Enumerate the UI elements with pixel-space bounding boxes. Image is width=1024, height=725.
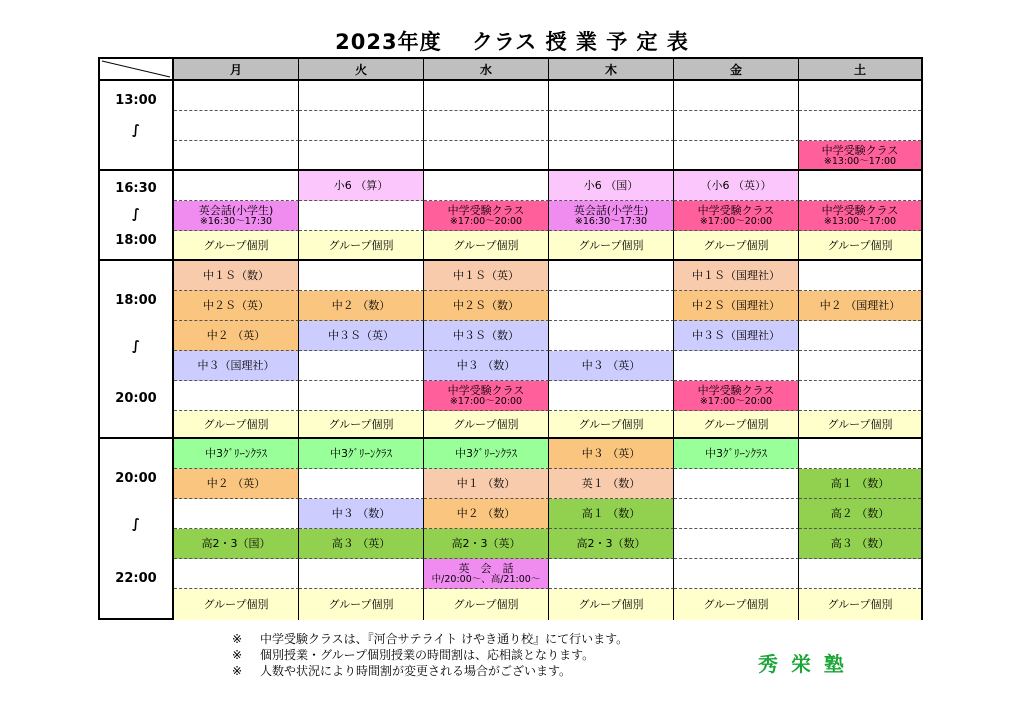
- footnote: [232, 663, 628, 679]
- class-cell: 小6 （国）: [549, 171, 674, 201]
- tilde-icon: ∫: [132, 339, 140, 354]
- class-cell: （小6 （英））: [674, 171, 799, 201]
- class-cell: グループ個別: [299, 411, 424, 439]
- class-cell: グループ個別: [549, 231, 674, 261]
- footnote-text: 人数や状況により時間割が変更される場合がございます。: [260, 664, 572, 678]
- day-header: 木: [549, 59, 674, 81]
- empty-cell: [299, 351, 424, 381]
- class-cell: 高２ （数）: [799, 499, 921, 529]
- class-cell: 中3ｸﾞﾘｰﾝｸﾗｽ: [424, 439, 549, 469]
- class-cell: [424, 201, 549, 231]
- page-title: 2023年度 クラス 授 業 予 定 表: [335, 30, 689, 54]
- time-label: 20:00: [115, 471, 157, 486]
- class-time-note: 中/20:00～、高/21:00～: [431, 574, 541, 585]
- footnote: [232, 631, 628, 647]
- day-header: 水: [424, 59, 549, 81]
- corner-diagonal: [100, 59, 172, 79]
- class-cell: 中３（国理社）: [174, 351, 299, 381]
- corner-cell: [100, 59, 174, 81]
- time-label: 20:00: [115, 391, 157, 406]
- class-cell: グループ個別: [674, 411, 799, 439]
- time-block-4: [100, 439, 174, 620]
- empty-cell: [549, 381, 674, 411]
- empty-cell: [799, 111, 921, 141]
- footnote: [232, 647, 628, 663]
- tilde-icon: ∫: [132, 123, 140, 138]
- empty-cell: [299, 469, 424, 499]
- class-name: 英会話(小学生): [198, 204, 274, 217]
- empty-cell: [799, 559, 921, 589]
- day-header: 金: [674, 59, 799, 81]
- time-label: 18:00: [115, 293, 157, 308]
- empty-cell: [799, 381, 921, 411]
- empty-cell: [174, 81, 299, 111]
- class-cell: グループ個別: [549, 411, 674, 439]
- class-cell: 中３ （英）: [549, 439, 674, 469]
- empty-cell: [674, 81, 799, 111]
- empty-cell: [299, 111, 424, 141]
- empty-cell: [799, 261, 921, 291]
- class-cell: 中３ （数）: [299, 499, 424, 529]
- day-header: 月: [174, 59, 299, 81]
- class-time-note: ※13:00～17:00: [823, 216, 897, 227]
- class-time-note: ※17:00～20:00: [699, 396, 773, 407]
- class-cell: [674, 201, 799, 231]
- class-cell: 中3ｸﾞﾘｰﾝｸﾗｽ: [174, 439, 299, 469]
- class-cell: 高2・3（英）: [424, 529, 549, 559]
- class-cell: 高2・3（国）: [174, 529, 299, 559]
- time-label: 22:00: [115, 571, 157, 586]
- class-cell: 中１Ｓ（数）: [174, 261, 299, 291]
- class-cell: グループ個別: [174, 589, 299, 620]
- class-cell: 中１Ｓ（国理社）: [674, 261, 799, 291]
- empty-cell: [549, 141, 674, 171]
- empty-cell: [424, 171, 549, 201]
- class-cell: [424, 381, 549, 411]
- class-cell: グループ個別: [174, 411, 299, 439]
- empty-cell: [674, 469, 799, 499]
- class-cell: 中２ （数）: [299, 291, 424, 321]
- class-name: 中学受験クラス: [697, 384, 775, 397]
- schedule-table: [98, 57, 923, 620]
- empty-cell: [424, 111, 549, 141]
- class-name: 中学受験クラス: [447, 204, 525, 217]
- empty-cell: [299, 201, 424, 231]
- class-cell: グループ個別: [424, 411, 549, 439]
- empty-cell: [424, 141, 549, 171]
- class-cell: 中３Ｓ（英）: [299, 321, 424, 351]
- class-cell: グループ個別: [424, 231, 549, 261]
- class-cell: 中２Ｓ（英）: [174, 291, 299, 321]
- empty-cell: [549, 321, 674, 351]
- footnote-mark: ※: [232, 632, 243, 646]
- class-time-note: ※17:00～20:00: [449, 216, 523, 227]
- time-block-3: [100, 261, 174, 439]
- class-time-note: ※13:00～17:00: [823, 155, 897, 167]
- class-cell: グループ個別: [799, 411, 921, 439]
- class-cell: グループ個別: [424, 589, 549, 620]
- class-cell: 高１ （数）: [799, 469, 921, 499]
- class-cell: グループ個別: [674, 231, 799, 261]
- school-brand: 秀 栄 塾: [758, 652, 847, 676]
- day-header: 土: [799, 59, 921, 81]
- tilde-icon: ∫: [132, 517, 140, 532]
- footnote-text: 中学受験クラスは、『河合サテライト けやき通り校』にて行います。: [260, 632, 629, 646]
- empty-cell: [299, 559, 424, 589]
- class-cell: 中３Ｓ（数）: [424, 321, 549, 351]
- empty-cell: [424, 81, 549, 111]
- class-cell: 高2・3（数）: [549, 529, 674, 559]
- empty-cell: [799, 81, 921, 111]
- class-cell: 中２ （国理社）: [799, 291, 921, 321]
- time-block-2: [100, 171, 174, 261]
- class-cell: グループ個別: [799, 589, 921, 620]
- class-name: 中学受験クラス: [821, 204, 899, 217]
- empty-cell: [674, 351, 799, 381]
- empty-cell: [174, 111, 299, 141]
- empty-cell: [174, 381, 299, 411]
- empty-cell: [299, 381, 424, 411]
- empty-cell: [674, 559, 799, 589]
- class-cell: [424, 559, 549, 589]
- class-cell: グループ個別: [674, 589, 799, 620]
- empty-cell: [549, 81, 674, 111]
- empty-cell: [174, 141, 299, 171]
- empty-cell: [799, 171, 921, 201]
- empty-cell: [299, 141, 424, 171]
- empty-cell: [799, 439, 921, 469]
- empty-cell: [549, 559, 674, 589]
- class-name: 中学受験クラス: [697, 204, 775, 217]
- class-time-note: ※17:00～20:00: [449, 396, 523, 407]
- class-time-note: ※16:30～17:30: [574, 216, 648, 227]
- class-cell: 中３Ｓ（国理社）: [674, 321, 799, 351]
- class-cell: 高３ （英）: [299, 529, 424, 559]
- time-label: 18:00: [115, 233, 157, 248]
- class-name: 中学受験クラス: [821, 143, 899, 157]
- class-cell: [674, 381, 799, 411]
- class-cell: 中２ （英）: [174, 321, 299, 351]
- class-name: 英 会 話: [458, 562, 514, 575]
- class-cell: 中２Ｓ（国理社）: [674, 291, 799, 321]
- class-cell: 中２ （英）: [174, 469, 299, 499]
- footnote-text: 個別授業・グループ個別授業の時間割は、応相談となります。: [260, 648, 595, 662]
- time-block-1: [100, 81, 174, 171]
- class-cell: グループ個別: [299, 231, 424, 261]
- empty-cell: [799, 351, 921, 381]
- empty-cell: [549, 111, 674, 141]
- class-cell: 中３ （英）: [549, 351, 674, 381]
- empty-cell: [799, 321, 921, 351]
- class-cell: 英１ （数）: [549, 469, 674, 499]
- empty-cell: [174, 559, 299, 589]
- empty-cell: [674, 529, 799, 559]
- day-header: 火: [299, 59, 424, 81]
- time-label: 13:00: [115, 93, 157, 108]
- footnotes: [232, 631, 628, 679]
- class-name: 中学受験クラス: [447, 384, 525, 397]
- class-cell: グループ個別: [799, 231, 921, 261]
- empty-cell: [674, 141, 799, 171]
- empty-cell: [549, 291, 674, 321]
- empty-cell: [174, 171, 299, 201]
- class-time-note: ※16:30～17:30: [199, 216, 273, 227]
- time-label: 16:30: [115, 181, 157, 196]
- class-cell: 高３ （数）: [799, 529, 921, 559]
- tilde-icon: ∫: [132, 207, 140, 222]
- empty-cell: [299, 81, 424, 111]
- class-cell: [799, 201, 921, 231]
- class-cell: グループ個別: [174, 231, 299, 261]
- class-cell: [799, 141, 921, 171]
- class-cell: 中3ｸﾞﾘｰﾝｸﾗｽ: [299, 439, 424, 469]
- footnote-mark: ※: [232, 648, 243, 662]
- empty-cell: [174, 499, 299, 529]
- class-name: 英会話(小学生): [573, 204, 649, 217]
- class-cell: グループ個別: [299, 589, 424, 620]
- class-cell: [549, 201, 674, 231]
- empty-cell: [549, 261, 674, 291]
- empty-cell: [674, 499, 799, 529]
- footnote-mark: ※: [232, 664, 243, 678]
- class-cell: 高１ （数）: [549, 499, 674, 529]
- class-cell: 小6 （算）: [299, 171, 424, 201]
- class-cell: グループ個別: [549, 589, 674, 620]
- empty-cell: [299, 261, 424, 291]
- class-time-note: ※17:00～20:00: [699, 216, 773, 227]
- empty-cell: [674, 111, 799, 141]
- class-cell: 中１ （数）: [424, 469, 549, 499]
- class-cell: 中3ｸﾞﾘｰﾝｸﾗｽ: [674, 439, 799, 469]
- class-cell: 中１Ｓ（英）: [424, 261, 549, 291]
- class-cell: 中３ （数）: [424, 351, 549, 381]
- class-cell: [174, 201, 299, 231]
- class-cell: 中２ （数）: [424, 499, 549, 529]
- class-cell: 中２Ｓ（数）: [424, 291, 549, 321]
